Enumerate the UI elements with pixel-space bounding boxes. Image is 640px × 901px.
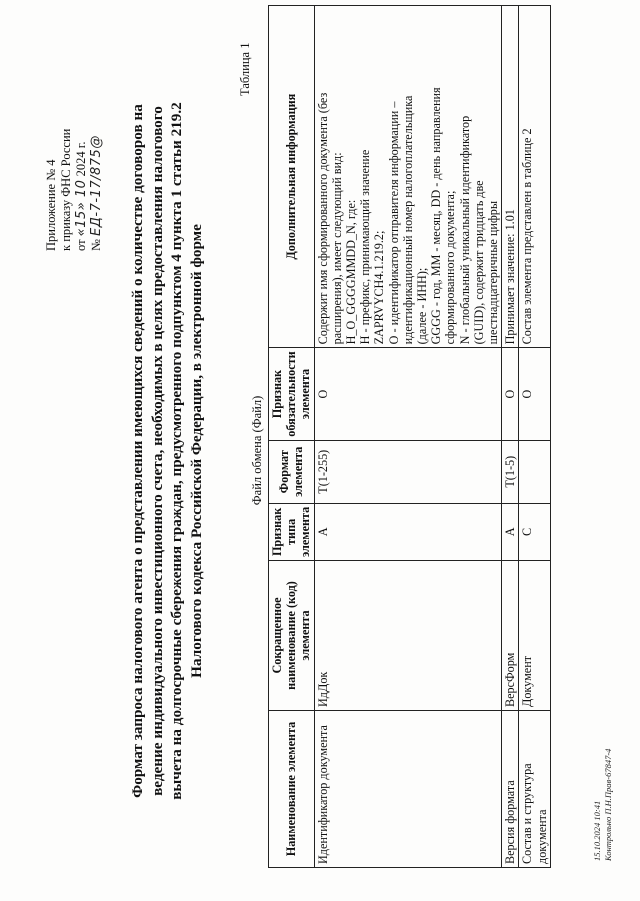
document-title: Формат запроса налогового агента о представлении имеющихся сведений о количестве договоров на ведение индивидуального инвестиционного счета, необходимых в целях предоставления налогового вычета на долгосрочные сбережения граждан, предусмотренного подпунктом 4 пункта 1 статьи 219.2 Налогового кодекса Российской Федерации, в электронной форме: [129, 102, 205, 800]
cell-format: [519, 440, 550, 503]
info-line: Принимает значение: 1.01: [503, 209, 518, 345]
header-element-format: Формат элемента: [269, 440, 315, 503]
cell-info: [314, 6, 502, 348]
appendix-date-line: [74, 31, 89, 251]
elements-table: [268, 5, 551, 868]
cell-required: О: [502, 348, 519, 440]
cell-type: А: [314, 503, 502, 560]
header-element-code: Сокращенное наименование (код) элемента: [269, 561, 315, 711]
info-line: шестнадцатеричные цифры: [486, 200, 501, 345]
info-line: Содержит имя сформированного документа (без: [315, 92, 330, 345]
cell-code: ВерсФорм: [502, 561, 519, 711]
cell-code: Документ: [519, 561, 550, 711]
cell-name: Версия формата: [502, 711, 519, 868]
table-label: Таблица 1: [238, 42, 252, 96]
date-suffix: 2024 г.: [74, 141, 88, 177]
cell-type: А: [502, 503, 519, 560]
table-row: [502, 6, 519, 868]
date-prefix: от: [74, 239, 88, 251]
info-line: расширения), имеет следующий вид:: [329, 152, 344, 345]
appendix-number-line: [89, 31, 104, 251]
table-row: [314, 6, 502, 868]
appendix-block: [44, 31, 104, 251]
info-line: N - глобальный уникальный идентификатор: [457, 115, 472, 345]
handwritten-number: ЕД-7-17/875@: [89, 135, 104, 236]
cell-format: T(1-255): [314, 440, 502, 503]
info-line: сформированного документа;: [443, 190, 458, 345]
info-line: O - идентификатор отправителя информации –: [386, 101, 401, 345]
cell-info: [502, 6, 519, 348]
cell-name: Идентификатор документа: [314, 711, 502, 868]
info-line: GGGG - год, MM - месяц, DD - день направления: [429, 87, 444, 345]
cell-code: ИдДок: [314, 561, 502, 711]
cell-info: [519, 6, 550, 348]
appendix-line-1: Приложение № 4: [44, 159, 58, 251]
info-line: Состав элемента представлен в таблице 2: [520, 128, 535, 345]
header-element-required: Признак обязательности элемента: [269, 348, 315, 440]
handwritten-date: «15» 10: [74, 179, 89, 237]
header-element-type: Признак типа элемента: [269, 503, 315, 560]
e-signature-stamp: [592, 749, 614, 861]
appendix-line-2: к приказу ФНС России: [59, 128, 73, 251]
header-element-name: Наименование элемента: [269, 711, 315, 868]
cell-required: О: [519, 348, 550, 440]
cell-name: Состав и структура документа: [519, 711, 550, 868]
table-caption: Файл обмена (Файл): [250, 395, 264, 506]
info-line: идентификационный номер налогоплательщика: [400, 95, 415, 345]
info-line: Н_O_GGGGMMDD_N, где:: [344, 199, 359, 345]
table-row: [519, 6, 550, 868]
cell-format: T(1-5): [502, 440, 519, 503]
cell-required: О: [314, 348, 502, 440]
info-line: (далее - ИНН);: [415, 267, 430, 345]
table-header-row: [269, 6, 315, 868]
number-prefix: №: [89, 239, 103, 251]
stamp-line-2: Контрольно П.Н.Прав-67847-4: [603, 748, 613, 861]
info-line: (GUID), содержит тридцать две: [471, 180, 486, 345]
info-line: Н - префикс, принимающий значение: [358, 149, 373, 345]
stamp-line-1: 15.10.2024 10:41: [592, 800, 602, 861]
cell-type: С: [519, 503, 550, 560]
header-additional-info: Дополнительная информация: [269, 6, 315, 348]
info-line: ZAPRVYCH4.1.219.2;: [372, 230, 387, 345]
